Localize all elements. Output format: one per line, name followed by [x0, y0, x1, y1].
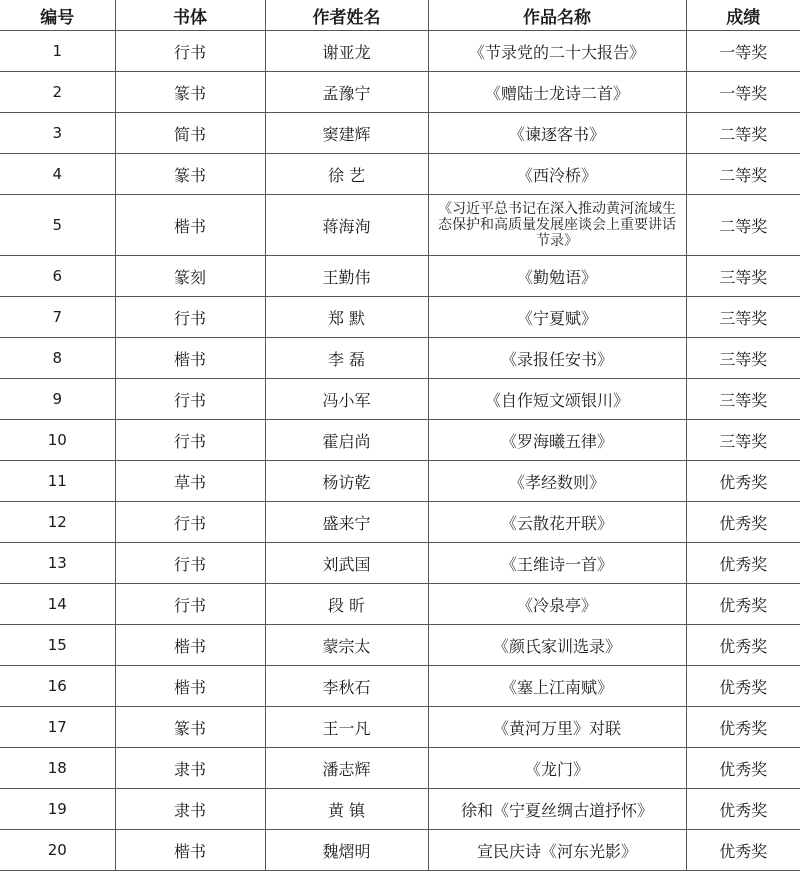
cell-author: 郑 默 — [265, 297, 428, 338]
cell-author: 李秋石 — [265, 666, 428, 707]
cell-style: 草书 — [115, 461, 265, 502]
table-row — [0, 584, 800, 625]
cell-author: 潘志辉 — [265, 748, 428, 789]
cell-style: 行书 — [115, 584, 265, 625]
table-row — [0, 154, 800, 195]
table-row — [0, 543, 800, 584]
cell-work: 宣民庆诗《河东光影》 — [428, 830, 686, 871]
cell-work: 《龙门》 — [428, 748, 686, 789]
table-row — [0, 256, 800, 297]
cell-number: 10 — [0, 420, 115, 461]
table-row — [0, 31, 800, 72]
cell-author: 杨访乾 — [265, 461, 428, 502]
cell-grade: 二等奖 — [686, 113, 800, 154]
cell-author: 黄 镇 — [265, 789, 428, 830]
cell-work: 徐和《宁夏丝绸古道抒怀》 — [428, 789, 686, 830]
header-work: 作品名称 — [428, 0, 686, 31]
cell-style: 楷书 — [115, 195, 265, 256]
cell-author: 段 昕 — [265, 584, 428, 625]
cell-work: 《习近平总书记在深入推动黄河流域生态保护和高质量发展座谈会上重要讲话节录》 — [428, 195, 686, 256]
cell-number: 5 — [0, 195, 115, 256]
cell-work: 《塞上江南赋》 — [428, 666, 686, 707]
cell-work: 《赠陆士龙诗二首》 — [428, 72, 686, 113]
cell-grade: 优秀奖 — [686, 461, 800, 502]
table-row — [0, 789, 800, 830]
table-row — [0, 420, 800, 461]
cell-style: 篆刻 — [115, 256, 265, 297]
cell-work: 《罗海曦五律》 — [428, 420, 686, 461]
cell-author: 窦建辉 — [265, 113, 428, 154]
cell-grade: 优秀奖 — [686, 707, 800, 748]
cell-grade: 优秀奖 — [686, 502, 800, 543]
table-row — [0, 113, 800, 154]
cell-work: 《冷泉亭》 — [428, 584, 686, 625]
table-row — [0, 379, 800, 420]
table-row — [0, 748, 800, 789]
cell-grade: 三等奖 — [686, 379, 800, 420]
table-row — [0, 461, 800, 502]
header-grade: 成绩 — [686, 0, 800, 31]
cell-style: 楷书 — [115, 830, 265, 871]
cell-grade: 二等奖 — [686, 195, 800, 256]
cell-work: 《黄河万里》对联 — [428, 707, 686, 748]
cell-number: 6 — [0, 256, 115, 297]
cell-style: 行书 — [115, 420, 265, 461]
cell-work: 《节录党的二十大报告》 — [428, 31, 686, 72]
cell-author: 王勤伟 — [265, 256, 428, 297]
cell-style: 篆书 — [115, 154, 265, 195]
cell-work: 《谏逐客书》 — [428, 113, 686, 154]
cell-author: 蒋海洵 — [265, 195, 428, 256]
cell-grade: 一等奖 — [686, 72, 800, 113]
cell-grade: 优秀奖 — [686, 625, 800, 666]
header-author: 作者姓名 — [265, 0, 428, 31]
cell-work: 《录报任安书》 — [428, 338, 686, 379]
cell-work: 《宁夏赋》 — [428, 297, 686, 338]
cell-number: 4 — [0, 154, 115, 195]
cell-style: 隶书 — [115, 789, 265, 830]
cell-number: 7 — [0, 297, 115, 338]
table-row — [0, 72, 800, 113]
cell-number: 2 — [0, 72, 115, 113]
cell-style: 隶书 — [115, 748, 265, 789]
table-row — [0, 830, 800, 871]
cell-number: 16 — [0, 666, 115, 707]
cell-number: 19 — [0, 789, 115, 830]
header-number: 编号 — [0, 0, 115, 31]
cell-author: 刘武国 — [265, 543, 428, 584]
cell-work: 《颜氏家训选录》 — [428, 625, 686, 666]
cell-author: 李 磊 — [265, 338, 428, 379]
cell-number: 9 — [0, 379, 115, 420]
cell-work: 《王维诗一首》 — [428, 543, 686, 584]
header-row — [0, 0, 800, 31]
cell-style: 篆书 — [115, 72, 265, 113]
cell-number: 15 — [0, 625, 115, 666]
table-row — [0, 707, 800, 748]
cell-style: 行书 — [115, 379, 265, 420]
table-body — [0, 31, 800, 871]
cell-number: 3 — [0, 113, 115, 154]
cell-style: 行书 — [115, 31, 265, 72]
cell-grade: 优秀奖 — [686, 543, 800, 584]
cell-number: 18 — [0, 748, 115, 789]
cell-grade: 一等奖 — [686, 31, 800, 72]
cell-style: 楷书 — [115, 625, 265, 666]
cell-grade: 优秀奖 — [686, 789, 800, 830]
cell-number: 11 — [0, 461, 115, 502]
cell-author: 孟豫宁 — [265, 72, 428, 113]
cell-author: 盛来宁 — [265, 502, 428, 543]
cell-work: 《勤勉语》 — [428, 256, 686, 297]
cell-work: 《西泠桥》 — [428, 154, 686, 195]
cell-style: 简书 — [115, 113, 265, 154]
cell-author: 魏熠明 — [265, 830, 428, 871]
cell-number: 17 — [0, 707, 115, 748]
cell-grade: 三等奖 — [686, 338, 800, 379]
cell-style: 行书 — [115, 543, 265, 584]
cell-author: 霍启尚 — [265, 420, 428, 461]
cell-work: 《云散花开联》 — [428, 502, 686, 543]
cell-author: 徐 艺 — [265, 154, 428, 195]
table-row — [0, 625, 800, 666]
cell-number: 8 — [0, 338, 115, 379]
cell-style: 行书 — [115, 297, 265, 338]
cell-style: 楷书 — [115, 338, 265, 379]
cell-author: 蒙宗太 — [265, 625, 428, 666]
cell-author: 谢亚龙 — [265, 31, 428, 72]
cell-style: 行书 — [115, 502, 265, 543]
cell-grade: 优秀奖 — [686, 748, 800, 789]
cell-work: 《自作短文颂银川》 — [428, 379, 686, 420]
cell-grade: 三等奖 — [686, 297, 800, 338]
cell-number: 13 — [0, 543, 115, 584]
table-row — [0, 502, 800, 543]
cell-grade: 三等奖 — [686, 256, 800, 297]
cell-grade: 二等奖 — [686, 154, 800, 195]
table-row — [0, 297, 800, 338]
cell-author: 冯小军 — [265, 379, 428, 420]
header-style: 书体 — [115, 0, 265, 31]
cell-number: 20 — [0, 830, 115, 871]
cell-author: 王一凡 — [265, 707, 428, 748]
cell-style: 篆书 — [115, 707, 265, 748]
cell-grade: 优秀奖 — [686, 584, 800, 625]
cell-grade: 优秀奖 — [686, 666, 800, 707]
cell-number: 12 — [0, 502, 115, 543]
cell-number: 14 — [0, 584, 115, 625]
cell-style: 楷书 — [115, 666, 265, 707]
table-row — [0, 338, 800, 379]
cell-grade: 三等奖 — [686, 420, 800, 461]
cell-work: 《孝经数则》 — [428, 461, 686, 502]
cell-number: 1 — [0, 31, 115, 72]
table-row — [0, 666, 800, 707]
table-row — [0, 195, 800, 256]
cell-grade: 优秀奖 — [686, 830, 800, 871]
